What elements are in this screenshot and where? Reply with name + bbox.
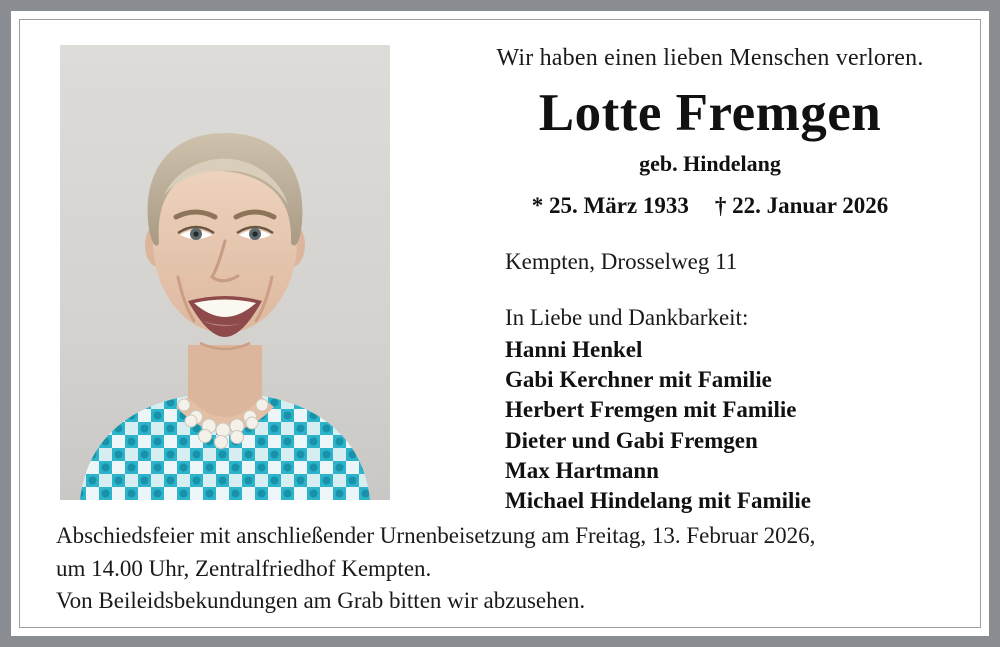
life-dates <box>450 193 970 219</box>
deceased-name: Lotte Fremgen <box>538 84 882 142</box>
family-intro: In Liebe und Dankbarkeit: <box>505 304 749 330</box>
list-item: Gabi Kerchner mit Familie <box>505 367 772 392</box>
maiden-name: geb. Hindelang <box>639 150 781 176</box>
portrait-photo <box>60 45 390 500</box>
funeral-line-3: Von Beileidsbekundungen am Grab bitten wir abzusehen. <box>56 588 586 614</box>
list-item: Hanni Henkel <box>505 336 643 362</box>
top-area <box>30 28 970 514</box>
list-item: Max Hartmann <box>505 458 659 484</box>
list-item: Dieter und Gabi Fremgen <box>505 427 758 453</box>
family-list <box>505 335 970 517</box>
notice-content <box>30 28 970 619</box>
funeral-details <box>56 520 956 618</box>
text-block <box>450 28 970 517</box>
list-item: Herbert Fremgen mit Familie <box>505 397 797 423</box>
birth-date: * 25. März 1933 <box>531 192 689 218</box>
lead-line: Wir haben einen lieben Menschen verloren. <box>496 45 924 71</box>
funeral-line-2: um 14.00 Uhr, Zentralfriedhof Kempten. <box>56 555 432 581</box>
list-item: Michael Hindelang mit Familie <box>505 488 811 514</box>
address-line: Kempten, Drosselweg 11 <box>505 248 738 274</box>
funeral-line-1: Abschiedsfeier mit anschließender Urnenbeisetzung am Freitag, 13. Februar 2026, <box>56 523 816 548</box>
portrait-illustration <box>60 45 390 500</box>
death-date: † 22. Januar 2026 <box>714 192 889 218</box>
